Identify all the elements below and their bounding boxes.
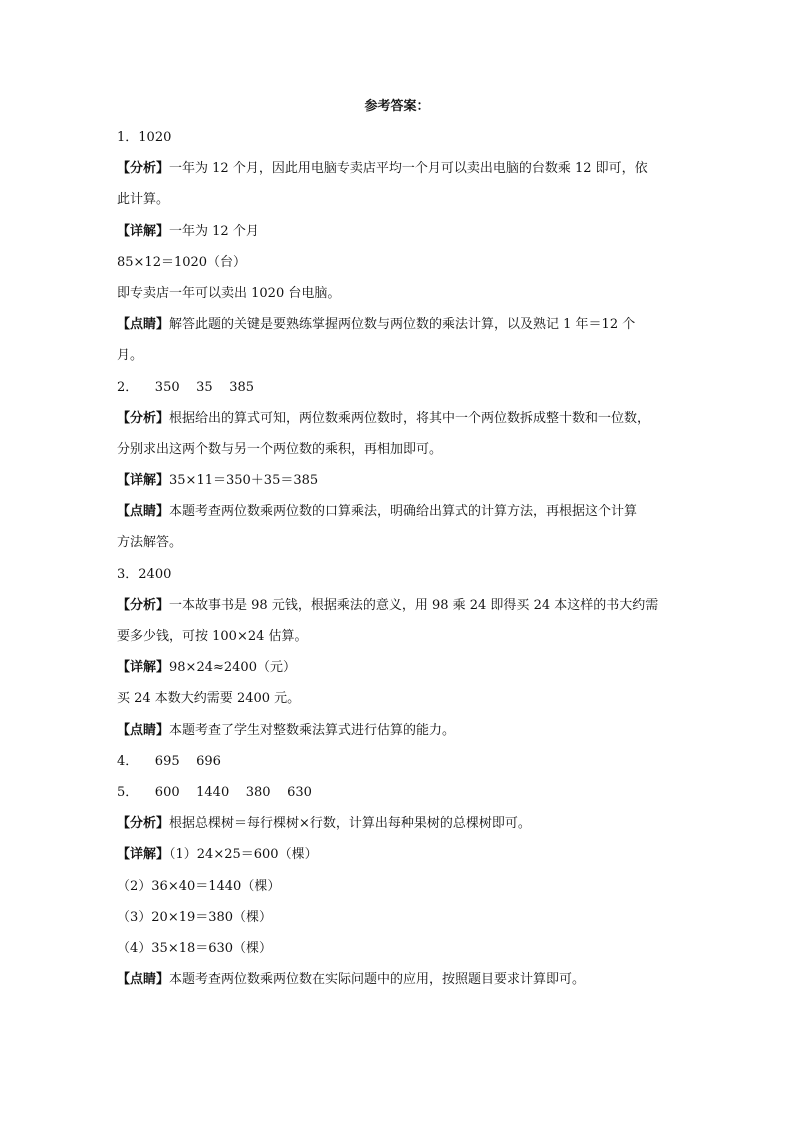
answer-line (117, 496, 677, 527)
line-text: 一本故事书是 98 元钱，根据乘法的意义，用 98 乘 24 即得买 24 本这样的书大约需 (169, 597, 659, 613)
answer-line (117, 964, 677, 995)
line-text: 分别求出这两个数与另一个两位数的乘积，再相加即可。 (117, 441, 443, 457)
section-tag: 【点睛】 (117, 504, 170, 520)
line-text: 此计算。 (117, 192, 170, 208)
answer-line (117, 621, 677, 652)
answer-line (117, 309, 677, 340)
answer-line (117, 465, 677, 496)
line-text: 即专卖店一年可以卖出 1020 台电脑。 (117, 285, 341, 301)
line-text: 2． 350 35 385 (117, 379, 255, 395)
document-title: 参考答案： (364, 99, 430, 114)
line-text: 4． 695 696 (117, 753, 221, 769)
section-tag: 【分析】 (117, 597, 170, 613)
answer-line (117, 559, 677, 590)
answer-line (117, 683, 677, 714)
answer-line (117, 715, 677, 746)
answer-line (117, 434, 677, 465)
line-text: 85×12＝1020（台） (117, 254, 247, 270)
section-tag: 【点睛】 (117, 722, 170, 738)
answer-line (117, 527, 677, 558)
answer-line (117, 247, 677, 278)
line-text: 解答此题的关键是要熟练掌握两位数与两位数的乘法计算，以及熟记 1 年＝12 个 (169, 317, 636, 333)
section-tag: 【详解】 (117, 847, 170, 863)
line-text: 1．1020 (117, 130, 172, 145)
section-tag: 【点睛】 (117, 972, 170, 988)
line-text: 月。 (117, 348, 144, 364)
line-text: 要多少钱，可按 100×24 估算。 (117, 629, 308, 644)
line-text: 5． 600 1440 380 630 (117, 784, 312, 800)
answer-line (117, 122, 677, 153)
section-tag: 【详解】 (117, 223, 170, 239)
answer-line (117, 871, 677, 902)
section-tag: 【分析】 (117, 410, 170, 426)
answer-line (117, 153, 677, 184)
answer-line (117, 340, 677, 371)
answer-line (117, 216, 677, 247)
answer-line (117, 839, 677, 870)
line-text: 35×11＝350＋35＝385 (169, 473, 319, 489)
answer-line (117, 184, 677, 215)
answer-line (117, 403, 677, 434)
answer-document (117, 92, 677, 995)
answer-lines (117, 122, 677, 995)
section-tag: 【详解】 (117, 473, 170, 489)
answer-line (117, 652, 677, 683)
section-tag: 【分析】 (117, 816, 170, 832)
line-text: 98×24≈2400（元） (169, 660, 296, 676)
line-text: 本题考查了学生对整数乘法算式进行估算的能力。 (169, 722, 456, 738)
answer-line (117, 933, 677, 964)
line-text: （2）36×40＝1440（棵） (117, 878, 281, 894)
line-text: 买 24 本数大约需要 2400 元。 (117, 691, 301, 707)
section-tag: 【详解】 (117, 660, 170, 676)
line-text: 一年为 12 个月，因此用电脑专卖店平均一个月可以卖出电脑的台数乘 12 即可，依 (169, 161, 648, 177)
answer-line (117, 372, 677, 403)
line-text: 一年为 12 个月 (169, 223, 259, 239)
line-text: 本题考查两位数乘两位数在实际问题中的应用，按照题目要求计算即可。 (169, 972, 586, 988)
line-text: 根据给出的算式可知，两位数乘两位数时，将其中一个两位数拆成整十数和一位数， (169, 410, 651, 426)
answer-line (117, 278, 677, 309)
section-tag: 【分析】 (117, 161, 170, 177)
line-text: 方法解答。 (117, 535, 183, 551)
answer-line (117, 746, 677, 777)
answer-line (117, 902, 677, 933)
line-text: 本题考查两位数乘两位数的口算乘法，明确给出算式的计算方法，再根据这个计算 (169, 504, 638, 520)
line-text: （4）35×18＝630（棵） (117, 940, 273, 956)
section-tag: 【点睛】 (117, 317, 170, 333)
answer-line (117, 590, 677, 621)
line-text: 根据总棵树＝每行棵树×行数，计算出每种果树的总棵树即可。 (169, 816, 531, 832)
line-text: （1）24×25＝600（棵） (169, 847, 318, 863)
answer-line (117, 808, 677, 839)
line-text: 3．2400 (117, 566, 172, 582)
line-text: （3）20×19＝380（棵） (117, 909, 273, 925)
answer-line (117, 777, 677, 808)
